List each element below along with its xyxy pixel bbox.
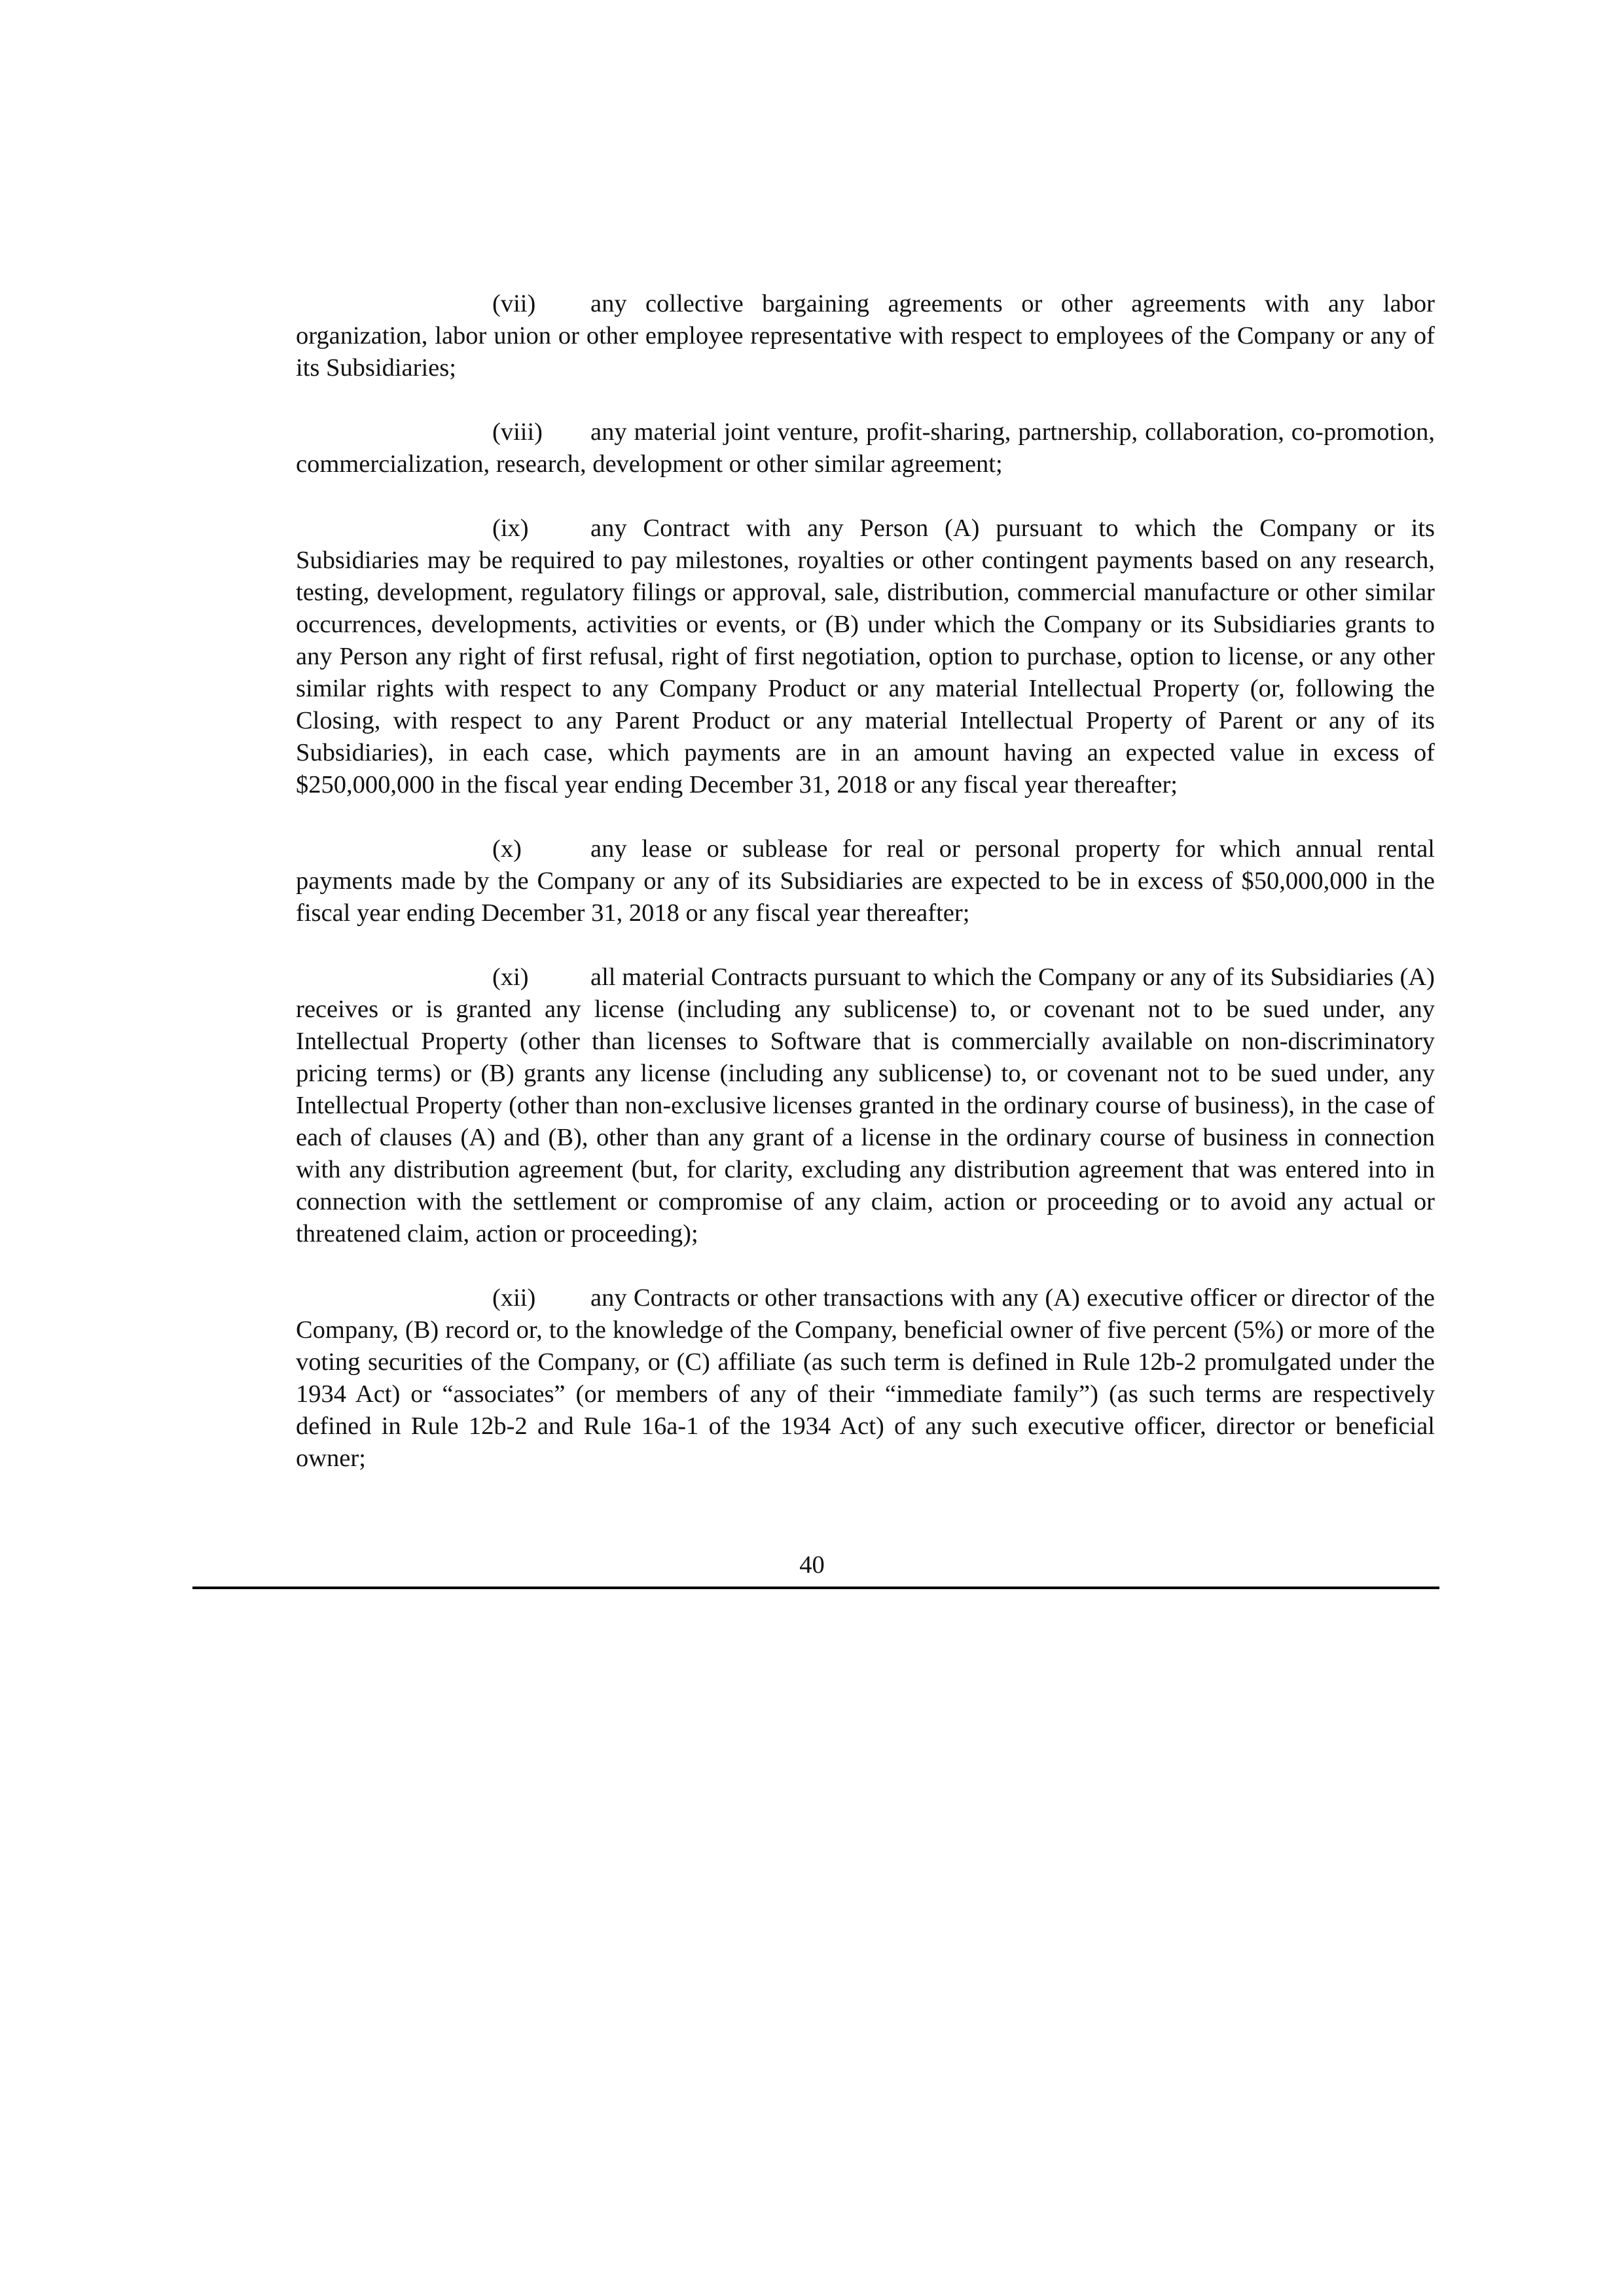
clause-number: (xi) <box>492 963 529 991</box>
clause-text: any collective bargaining agreements or other agreements with any labor organization, labor union or other employee representative with respect to employees of the Company or any of its Subsidiaries; <box>296 290 1435 382</box>
clause-x <box>296 833 1435 929</box>
footer-rule <box>192 1587 1439 1589</box>
clause-number: (viii) <box>492 418 543 446</box>
clause-text: any material joint venture, profit-sharing, partnership, collaboration, co-promotion, commercialization, research, development or other similar agreement; <box>296 418 1435 478</box>
clause-ix <box>296 512 1435 801</box>
clause-text: all material Contracts pursuant to which the Company or any of its Subsidiaries (A) receives or is granted any license (including any sublicense) to, or covenant not to be sued under, any Intellectual Property (other than licenses to Software that is commercially available on non-discriminatory pricing terms) or (B) grants any license (including any sublicense) to, or covenant not to be sued under, any Intellectual Property (other than non-exclusive licenses granted in the ordinary course of business), in the case of each of clauses (A) and (B), other than any grant of a license in the ordinary course of business in connection with any distribution agreement (but, for clarity, excluding any distribution agreement that was entered into in connection with the settlement or compromise of any claim, action or proceeding or to avoid any actual or threatened claim, action or proceeding); <box>296 963 1435 1247</box>
page-number: 40 <box>799 1551 825 1579</box>
document-body <box>296 288 1435 1507</box>
clause-number: (xii) <box>492 1284 536 1312</box>
clause-xi <box>296 961 1435 1250</box>
clause-text: any Contracts or other transactions with any (A) executive officer or director of the Company, (B) record or, to the knowledge of the Company, beneficial owner of five percent (5%) or more of the voting securities of the Company, or (C) affiliate (as such term is defined in Rule 12b-2 promulgated under the 1934 Act) or “associates” (or members of any of their “immediate family”) (as such terms are respectively defined in Rule 12b-2 and Rule 16a-1 of the 1934 Act) of any such executive officer, director or beneficial owner; <box>296 1284 1435 1472</box>
clause-vii <box>296 288 1435 384</box>
clause-viii <box>296 416 1435 480</box>
clause-number: (ix) <box>492 514 529 542</box>
clause-text: any lease or sublease for real or personal property for which annual rental payments made by the Company or any of its Subsidiaries are expected to be in excess of $50,000,000 in the fiscal year ending December 31, 2018 or any fiscal year thereafter; <box>296 835 1435 927</box>
clause-number: (x) <box>492 835 522 863</box>
clause-xii <box>296 1282 1435 1475</box>
clause-number: (vii) <box>492 290 536 317</box>
clause-text: any Contract with any Person (A) pursuant to which the Company or its Subsidiaries may be required to pay milestones, royalties or other contingent payments based on any research, testing, development, regulatory filings or approval, sale, distribution, commercial manufacture or other similar occurrences, developments, activities or events, or (B) under which the Company or its Subsidiaries grants to any Person any right of first refusal, right of first negotiation, option to purchase, option to license, or any other similar rights with respect to any Company Product or any material Intellectual Property (or, following the Closing, with respect to any Parent Product or any material Intellectual Property of Parent or any of its Subsidiaries), in each case, which payments are in an amount having an expected value in excess of $250,000,000 in the fiscal year ending December 31, 2018 or any fiscal year thereafter; <box>296 514 1435 798</box>
